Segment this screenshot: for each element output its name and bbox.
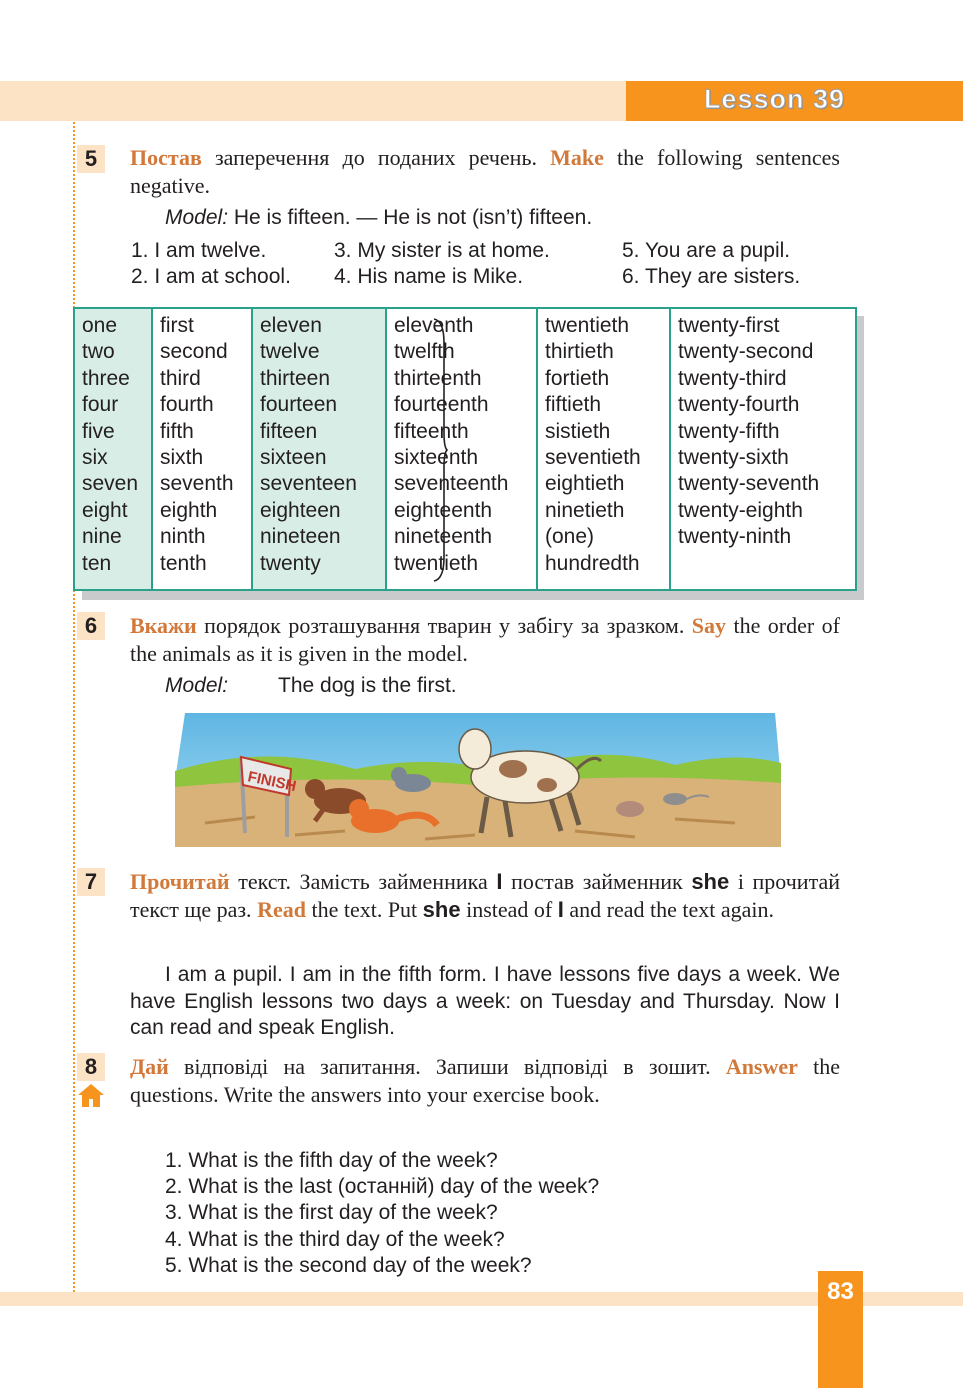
- ordinal-11-20-column: [387, 309, 538, 589]
- exercise-6-instruction: [130, 612, 840, 668]
- table-cell: seventeen: [260, 472, 357, 496]
- table-cell: twelve: [260, 340, 320, 364]
- ordinal-21-29-column: [671, 309, 857, 589]
- table-cell: twenty-first: [678, 314, 780, 337]
- sentence-item: 2. I am at school.: [131, 265, 291, 288]
- table-cell: sixteen: [260, 446, 327, 470]
- model-label: Model:: [165, 674, 229, 697]
- table-cell: eighth: [160, 498, 218, 522]
- keyword-en: Say: [691, 613, 727, 638]
- sentence-item: 5. You are a pupil.: [622, 239, 791, 262]
- exercise-6-model: [165, 673, 457, 699]
- page-number: 83: [827, 1278, 854, 1305]
- table-cell: eightieth: [545, 472, 625, 496]
- instruction-en: the order of the animals as it is given in the model.: [130, 613, 840, 666]
- ordinal-1-10-column: [153, 309, 253, 589]
- question-item: 1. What is the fifth day of the week?: [165, 1149, 498, 1172]
- model-text: He is fifteen. — He is not (isn’t) fifteen.: [228, 206, 593, 229]
- exercise-8-instruction: [130, 1053, 840, 1109]
- ordinal-tens-column: [538, 309, 671, 589]
- table-cell: eight: [82, 498, 128, 522]
- table-cell: seven: [82, 472, 139, 496]
- cardinal-11-20-column: [253, 309, 387, 589]
- exercise-5-number: 5: [77, 145, 105, 173]
- table-cell: hundredth: [545, 551, 640, 575]
- table-cell: nineteen: [260, 525, 341, 549]
- table-cell: twenty-fourth: [678, 393, 800, 417]
- model-text: The dog is the first.: [278, 674, 457, 697]
- table-cell: eighteen: [260, 498, 341, 522]
- question-item: 5. What is the second day of the week?: [165, 1254, 532, 1277]
- exercise-5-model: [165, 205, 592, 231]
- table-cell: fifth: [160, 419, 194, 443]
- pronoun-i: I: [557, 897, 564, 922]
- table-cell: first: [160, 314, 194, 337]
- table-cell: four: [82, 393, 119, 417]
- exercise-5-instruction: [130, 144, 840, 200]
- instruction-en: the questions. Write the answers into your exercise book.: [130, 1054, 840, 1107]
- table-cell: seventeenth: [394, 472, 509, 496]
- lesson-title: Lesson 39: [703, 84, 845, 114]
- cardinal-1-10-column: [75, 309, 153, 589]
- table-cell: six: [82, 446, 108, 470]
- instruction-ua: порядок розташування тварин у забігу за зразком.: [196, 613, 692, 638]
- table-cell: sixteenth: [394, 446, 479, 470]
- table-cell: twenty-sixth: [678, 446, 789, 470]
- instruction-ua: і прочитай текст ще раз.: [130, 869, 841, 922]
- table-cell: fourteenth: [394, 393, 489, 417]
- instruction-en: the following sentences negative.: [130, 145, 840, 198]
- table-cell: twenty-seventh: [678, 472, 820, 496]
- table-cell: twenty-third: [678, 366, 787, 390]
- table-cell: eleven: [260, 314, 322, 337]
- table-cell: thirtieth: [545, 340, 614, 364]
- instruction-en: instead of: [460, 897, 558, 922]
- table-cell: eleventh: [394, 314, 474, 337]
- table-cell: twenty-ninth: [678, 525, 792, 549]
- table-cell: two: [82, 340, 115, 364]
- table-cell: seventieth: [545, 446, 641, 470]
- table-cell: seventh: [160, 472, 234, 496]
- instruction-ua: відповіді на запитання. Запиши відповіді в зошит.: [168, 1054, 726, 1079]
- table-cell: tenth: [160, 551, 207, 575]
- table-cell: fourteen: [260, 393, 338, 417]
- exercise-7-passage: I am a pupil. I am in the fifth form. I have lessons five days a week. We have English lessons two days a week: on Tuesday and Thursday. Now I can read and speak English.: [130, 963, 840, 1039]
- table-cell: twentieth: [545, 314, 630, 337]
- curly-brace: [432, 317, 448, 583]
- home-icon: [77, 1082, 105, 1108]
- table-cell: thirteen: [260, 366, 331, 390]
- pronoun-she: she: [691, 869, 730, 894]
- instruction-en: the text. Put: [305, 897, 423, 922]
- table-cell: ten: [82, 551, 112, 575]
- table-cell: sistieth: [545, 419, 611, 443]
- question-item: 3. What is the first day of the week?: [165, 1201, 498, 1224]
- table-cell: sixth: [160, 446, 204, 470]
- instruction-ua: постав займенник: [502, 869, 692, 894]
- table-cell: twentieth: [394, 551, 479, 575]
- sentence-item: 1. I am twelve.: [131, 239, 267, 262]
- pronoun-she: she: [422, 897, 461, 922]
- exercise-6-number: 6: [77, 612, 105, 640]
- table-cell: thirteenth: [394, 366, 482, 390]
- table-cell: fifteenth: [394, 419, 469, 443]
- animal-race-illustration: [175, 713, 781, 847]
- table-cell: ninetieth: [545, 498, 625, 522]
- table-cell: fortieth: [545, 366, 610, 390]
- table-cell: fiftieth: [545, 393, 602, 417]
- sentence-item: 3. My sister is at home.: [334, 239, 550, 262]
- table-cell: one: [82, 314, 118, 337]
- table-cell: twelfth: [394, 340, 455, 364]
- table-cell: fifteen: [260, 419, 318, 443]
- exercise-7-number: 7: [77, 868, 105, 896]
- table-cell: ninth: [160, 525, 206, 549]
- instruction-ua: текст. Замість займенника: [229, 869, 497, 894]
- pronoun-i: I: [496, 869, 503, 894]
- table-cell: twenty-eighth: [678, 498, 803, 522]
- instruction-en: and read the text again.: [563, 897, 775, 922]
- table-cell: second: [160, 340, 228, 364]
- margin-dotted-line: [73, 122, 75, 1292]
- table-cell: twenty: [260, 551, 321, 575]
- keyword-en: Answer: [725, 1054, 798, 1079]
- table-cell: nine: [82, 525, 122, 549]
- table-cell: nineteenth: [394, 525, 493, 549]
- svg-text:FINISH: FINISH: [246, 768, 298, 796]
- keyword-ua: Вкажи: [130, 613, 197, 638]
- exercise-7-instruction: [130, 868, 840, 924]
- model-label: Model:: [165, 206, 229, 229]
- table-cell: (one): [545, 525, 595, 549]
- table-cell: fourth: [160, 393, 214, 417]
- table-cell: three: [82, 366, 130, 390]
- sentence-item: 6. They are sisters.: [622, 265, 801, 288]
- question-item: 2. What is the last (останній) day of the week?: [165, 1175, 600, 1198]
- table-cell: twenty-fifth: [678, 419, 780, 443]
- sentence-item: 4. His name is Mike.: [334, 265, 524, 288]
- keyword-en: Make: [550, 145, 604, 170]
- numbers-table: [73, 307, 857, 591]
- exercise-8-number: 8: [77, 1053, 105, 1081]
- table-cell: five: [82, 419, 115, 443]
- keyword-ua: Постав: [130, 145, 202, 170]
- instruction-ua: заперечення до поданих речень.: [201, 145, 551, 170]
- table-cell: twenty-second: [678, 340, 814, 364]
- keyword-ua: Прочитай: [130, 869, 230, 894]
- question-item: 4. What is the third day of the week?: [165, 1228, 505, 1251]
- keyword-en: Read: [257, 897, 306, 922]
- table-cell: eighteenth: [394, 498, 493, 522]
- table-cell: third: [160, 366, 201, 390]
- keyword-ua: Дай: [130, 1054, 169, 1079]
